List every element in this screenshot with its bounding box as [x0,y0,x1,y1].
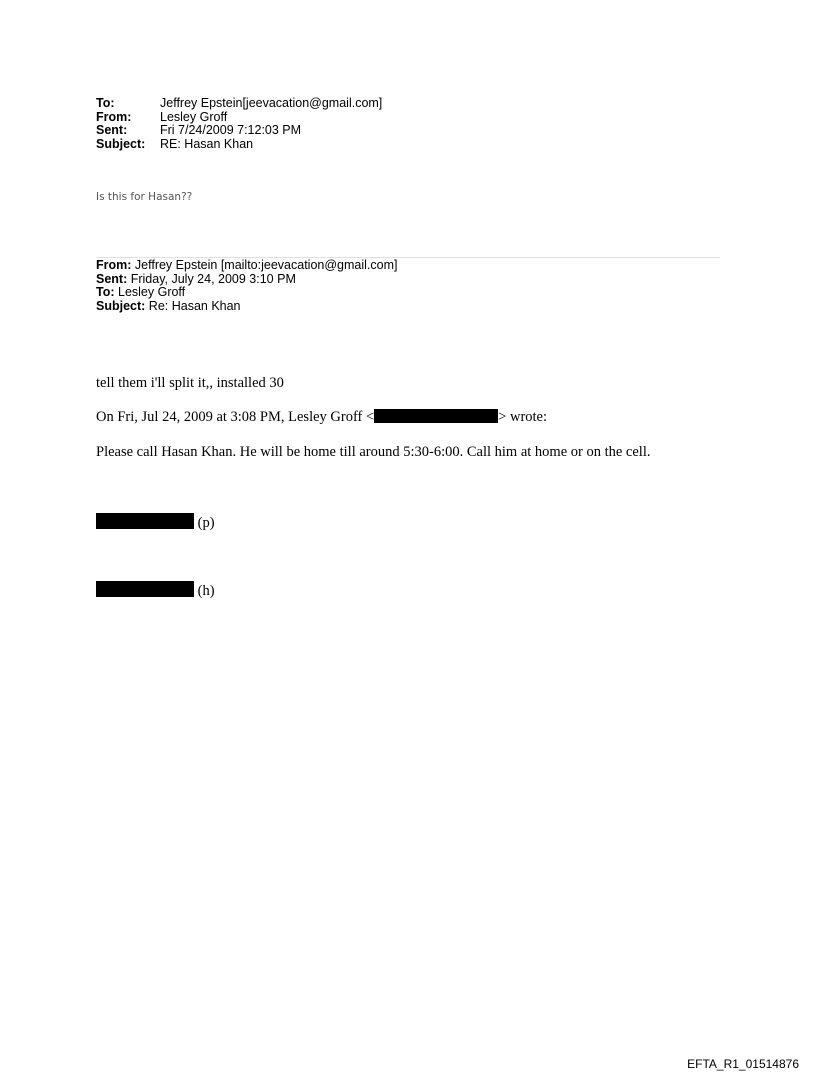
header-from-label: From: [96,109,132,124]
original-to-value: Lesley Groff [114,285,186,299]
email-header [96,97,382,151]
original-message-header [96,259,397,313]
quote-prefix: On Fri, Jul 24, 2009 at 3:08 PM, Lesley Groff < [96,409,375,425]
phone-h-suffix: (h) [194,583,215,599]
header-sent-label: Sent: [96,123,128,137]
document-id-footer: EFTA_R1_01514876 [687,1057,799,1071]
header-sent-value: Fri 7/24/2009 7:12:03 PM [160,123,302,137]
original-to-label: To: [96,285,115,299]
header-subject-value: RE: Hasan Khan [160,136,254,151]
original-sent-row [96,273,397,287]
original-to-row [96,286,397,300]
header-to-label: To: [96,96,115,110]
original-subject-label: Subject: [96,298,146,313]
original-from-value: Jeffrey Epstein [mailto:jeevacation@gmail.com] [131,258,398,272]
redaction-box-phone-h [96,581,194,597]
original-subject-value: Re: Hasan Khan [145,298,241,313]
redaction-box-phone-p [96,513,194,529]
phone-p-suffix: (p) [194,515,215,531]
body-line-call: Please call Hasan Khan. He will be home till around 5:30-6:00. Call him at home or on the cell. [96,444,651,460]
reply-text: Is this for Hasan?? [96,191,193,203]
header-from-row [96,111,382,125]
body-line-split: tell them i'll split it,, installed 30 [96,375,284,391]
original-sent-value: Friday, July 24, 2009 3:10 PM [127,271,296,286]
original-sent-label: Sent: [96,271,128,286]
header-to-row [96,97,382,111]
original-subject-row [96,300,397,314]
original-from-label: From: [96,258,132,272]
original-from-row [96,259,397,273]
header-subject-row [96,138,382,152]
redaction-box-email [374,409,498,423]
phone-p-line [96,513,215,532]
header-from-value: Lesley Groff [160,109,228,124]
phone-h-line [96,581,215,600]
header-to-value: Jeffrey Epstein[jeevacation@gmail.com] [160,96,383,110]
header-sent-row [96,124,382,138]
header-subject-label: Subject: [96,136,146,151]
body-quote-intro [96,409,547,426]
quote-suffix: > wrote: [498,409,548,425]
